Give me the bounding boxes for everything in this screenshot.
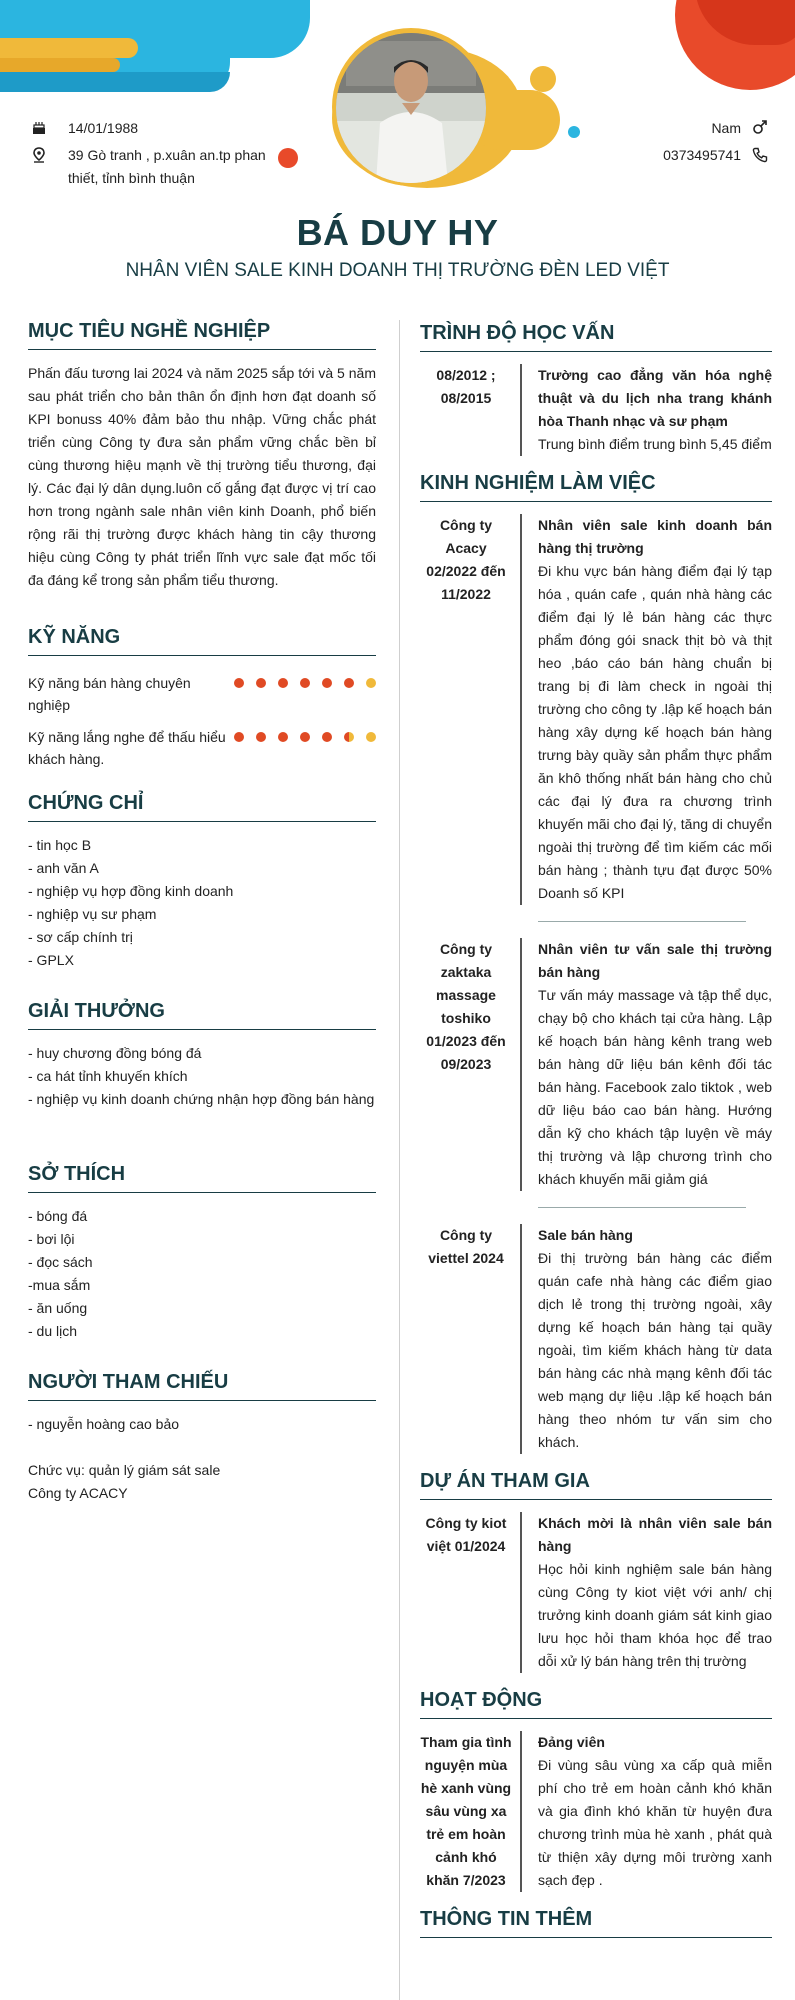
skill-rating: [234, 726, 376, 742]
certificates-section: [28, 792, 376, 972]
entry-date: 08/2012 ; 08/2015: [436, 367, 496, 406]
activities-section: [420, 1689, 772, 1892]
phone-text: 0373495741: [663, 147, 741, 163]
education-section: [420, 322, 772, 456]
skill-item: [28, 672, 376, 716]
decor-yellow-bar: [0, 58, 120, 72]
right-column: [420, 322, 772, 1950]
section-title: TRÌNH ĐỘ HỌC VẤN: [420, 322, 772, 352]
decor-dot: [530, 66, 556, 92]
entry-body: [520, 1512, 772, 1673]
skills-section: [28, 626, 376, 770]
entry-date: Công ty Acacy 02/2022 đến 11/2022: [426, 517, 506, 602]
candidate-name: BÁ DUY HY: [296, 212, 499, 253]
activity-entry: [420, 1731, 772, 1892]
skill-dot: [256, 678, 266, 688]
entry-body: [520, 514, 772, 905]
skill-label: Kỹ năng bán hàng chuyên nghiệp: [28, 675, 191, 713]
entry-title: Đảng viên: [538, 1734, 605, 1750]
entry-detail: Tư vấn máy massage và tập thể dục, chạy bộ cho khách tại cửa hàng. Lập kế hoạch bán hàng kênh trang web bán hàng dữ liệu bán kênh đối tác bán hàng. Facebook zalo tiktok , web dữ liệu báo cao bán hàng. Hướng dẫn kỹ cho khách tập luyện về máy thị trường và lập chương trình cho khách khuyến mãi giảm giá: [538, 987, 772, 1187]
entry-body: [520, 1731, 772, 1892]
entry-title: Sale bán hàng: [538, 1227, 633, 1243]
list-item: -mua sắm: [28, 1277, 91, 1293]
phone-icon: [749, 144, 771, 166]
contact-right: [663, 117, 771, 167]
section-title: NGƯỜI THAM CHIẾU: [28, 1371, 376, 1401]
list-item: - nghiệp vụ hợp đồng kinh doanh: [28, 883, 234, 899]
education-entry: [420, 364, 772, 456]
reference-name: - nguyễn hoàng cao bảo: [28, 1416, 180, 1432]
birthday-text: 14/01/1988: [68, 120, 139, 136]
skill-item: [28, 726, 376, 770]
list-item: - bóng đá: [28, 1208, 88, 1224]
projects-section: [420, 1470, 772, 1673]
entry-date: Công ty kiot việt 01/2024: [425, 1515, 507, 1554]
address-text: 39 Gò tranh , p.xuân an.tp phan thiết, tỉnh bình thuận: [68, 147, 266, 186]
section-title: DỰ ÁN THAM GIA: [420, 1470, 772, 1500]
left-column: [28, 320, 376, 1505]
awards-section: [28, 1000, 376, 1111]
phone-row: [663, 144, 771, 167]
list-item: - sơ cấp chính trị: [28, 929, 133, 945]
objective-section: [28, 320, 376, 592]
skill-dot: [322, 678, 332, 688]
entry-body: [520, 364, 772, 456]
list-item: - GPLX: [28, 952, 74, 968]
entry-divider: [538, 921, 746, 922]
entry-title: Khách mời là nhân viên sale bán hàng: [538, 1515, 772, 1554]
list-item: - bơi lội: [28, 1231, 75, 1247]
entry-date: Công ty zaktaka massage toshiko 01/2023 đến 09/2023: [426, 941, 506, 1072]
experience-entry: [420, 938, 772, 1191]
list-item: - tin học B: [28, 837, 92, 853]
reference-position: Chức vụ: quản lý giám sát sale: [28, 1462, 221, 1478]
list-item: - đọc sách: [28, 1254, 93, 1270]
skill-dot: [256, 732, 266, 742]
entry-divider: [538, 1207, 746, 1208]
birthday-row: [28, 117, 288, 140]
cake-icon: [28, 117, 50, 139]
skill-dot: [234, 732, 244, 742]
decor-blue-band: [0, 72, 230, 92]
entry-body: [520, 1224, 772, 1454]
skill-dot: [366, 678, 376, 688]
entry-date: Tham gia tình nguyện mùa hè xanh vùng sâu vùng xa trẻ em hoàn cảnh khó khăn 7/2023: [420, 1734, 512, 1888]
skill-dot: [344, 732, 354, 742]
entry-detail: Đi thị trường bán hàng các điểm quán cafe nhà hàng các điểm giao dịch lẻ trong thị trường ngoài, xây dựng kế hoạch bán hàng tại quầy ngoài, tìm kiếm khách hàng từ data bán hàng các nhà mạng kênh đối tác web mạng dự liệu .lập kế hoạch bán hàng theo nhóm tư vấn sim cho khách.: [538, 1250, 772, 1450]
list-item: - nghiệp vụ sư phạm: [28, 906, 157, 922]
entry-date: Công ty viettel 2024: [428, 1227, 504, 1266]
entry-body: [520, 938, 772, 1191]
section-title: HOẠT ĐỘNG: [420, 1689, 772, 1719]
list-item: - ca hát tỉnh khuyến khích: [28, 1068, 188, 1084]
entry-title: Nhân viên sale kinh doanh bán hàng thị trường: [538, 517, 772, 556]
experience-entry: [420, 1224, 772, 1454]
section-title: GIẢI THƯỞNG: [28, 1000, 376, 1030]
entry-title: Nhân viên tư vấn sale thị trường bán hàng: [538, 941, 772, 980]
more-info-section: [420, 1908, 772, 1938]
decor-yellow-bar: [0, 38, 138, 58]
decor-dot: [568, 126, 580, 138]
skill-dot: [234, 678, 244, 688]
section-title: SỞ THÍCH: [28, 1163, 376, 1193]
skill-label: Kỹ năng lắng nghe để thấu hiểu khách hàng.: [28, 729, 226, 767]
section-title: CHỨNG CHỈ: [28, 792, 376, 822]
list-item: - ăn uống: [28, 1300, 88, 1316]
section-title: THÔNG TIN THÊM: [420, 1908, 772, 1938]
job-title: NHÂN VIÊN SALE KINH DOANH THỊ TRƯỜNG ĐÈN LED VIỆT: [125, 260, 670, 281]
entry-detail: Đi vùng sâu vùng xa cấp quà miễn phí cho trẻ em hoàn cảnh khó khăn và gia đình khó khăn từ huyện đưa chương trình mùa hè xanh , phát quà từ thiện xây dựng môi trường xanh sạch đẹp .: [538, 1757, 772, 1888]
list-item: - nghiệp vụ kinh doanh chứng nhận hợp đồng bán hàng: [28, 1091, 375, 1107]
section-title: MỤC TIÊU NGHỀ NGHIỆP: [28, 320, 376, 350]
skill-dot: [300, 732, 310, 742]
entry-title: Trường cao đẳng văn hóa nghệ thuật và du lịch nha trang khánh hòa Thanh nhạc và sư phạm: [538, 367, 772, 429]
gender-text: Nam: [711, 120, 741, 136]
experience-section: [420, 472, 772, 1454]
project-entry: [420, 1512, 772, 1673]
gender-icon: [749, 117, 771, 139]
experience-entry: [420, 514, 772, 905]
column-divider: [399, 320, 400, 2000]
entry-detail: Đi khu vực bán hàng điểm đại lý tạp hóa , quán cafe , quán nhà hàng các điểm đại lý lẻ bán hàng các thực phẩm đóng gói snack thịt bò và thịt heo ,báo cáo bán hàng chuẩn bị trang bị đi làm check in ngoài thị trường cho công ty .lập kế hoạch bán hàng xây dựng kế hoạch bán hàng trưng bày quầy sản phẩm thực phẩm ăn khô thống nhất bán hàng cho chủ các đại lý đưa ra chương trình khuyến mãi cho đại lý, tăng di chuyển ngoài thị trường để tìm kiếm các mối bán hàng ; thành tựu đạt được 50% Doanh số KPI: [538, 563, 772, 901]
skill-dot: [278, 678, 288, 688]
references-section: [28, 1371, 376, 1505]
reference-company: Công ty ACACY: [28, 1485, 128, 1501]
entry-detail: Học hỏi kinh nghiệm sale bán hàng cùng Công ty kiot việt với anh/ chị trưởng kinh doanh giám sát kinh giao lưu học hỏi tham khóa học để trao dỗi xử lý bán hàng trên thị trường: [538, 1561, 772, 1669]
profile-photo: [336, 33, 486, 183]
hobbies-section: [28, 1163, 376, 1343]
contact-left: [28, 117, 288, 190]
skill-dot: [278, 732, 288, 742]
entry-detail: Trung bình điểm trung bình 5,45 điểm: [538, 436, 772, 452]
section-title: KỸ NĂNG: [28, 626, 376, 656]
list-item: - huy chương đồng bóng đá: [28, 1045, 202, 1061]
skill-dot: [344, 678, 354, 688]
list-item: - anh văn A: [28, 860, 99, 876]
skill-dot: [322, 732, 332, 742]
list-item: - du lịch: [28, 1323, 78, 1339]
skill-dot: [300, 678, 310, 688]
section-title: KINH NGHIỆM LÀM VIỆC: [420, 472, 772, 502]
gender-row: [663, 117, 771, 140]
skill-dot: [366, 732, 376, 742]
objective-text: Phấn đấu tương lai 2024 và năm 2025 sắp tới và 5 năm sau phát triển cho bản thân ổn định hơn đạt doanh số KPI bonuss 40% đảm bảo thu nhập. Vững chắc phát triển cùng Công ty đưa sản phẩm vững chắc bền bỉ cùng thương hiệu mạnh về thị trường tiểu thương, đại lý. Các đại lý dân dụng.luôn cố gắng đạt được vị trí cao hơn trong ngành sale nhân viên kinh Doanh, phổ biến rộng rãi thị trường được khách hàng tin cậy thương hiệu cùng Công ty phát triển lĩnh vực sale đạt mốc tối đa đáng kể trong sản phẩm tiểu thương.: [28, 365, 376, 588]
skill-rating: [234, 672, 376, 688]
address-row: [28, 144, 288, 190]
map-pin-icon: [28, 144, 50, 166]
